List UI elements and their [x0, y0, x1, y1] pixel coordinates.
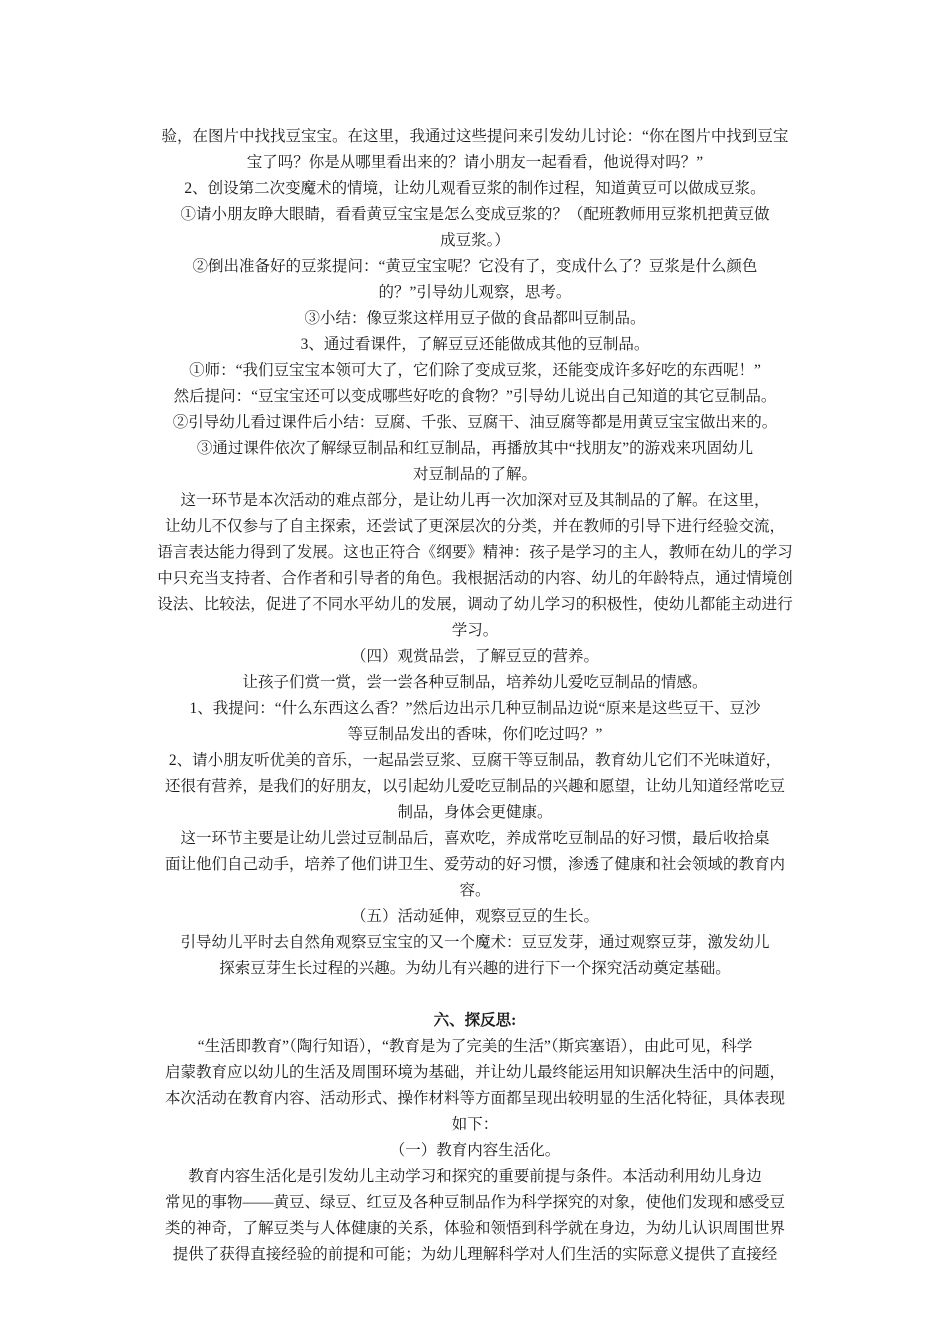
text-line: 提供了获得直接经验的前提和可能；为幼儿理解科学对人们生活的实际意义提供了直接经	[172, 1246, 778, 1263]
text-line: “生活即教育”（陶行知语），“教育是为了完美的生活”（斯宾塞语），由此可见，科学	[197, 1038, 753, 1055]
text-line: 2、请小朋友听优美的音乐，一起品尝豆浆、豆腐干等豆制品，教育幼儿它们不光味道好，	[168, 752, 782, 769]
text-line: ①请小朋友睁大眼睛，看看黄豆宝宝是怎么变成豆浆的？（配班教师用豆浆机把黄豆做	[180, 206, 770, 223]
text-line: 这一环节是本次活动的难点部分，是让幼儿再一次加深对豆及其制品的了解。在这里，	[180, 492, 770, 509]
text-line: 启蒙教育应以幼儿的生活及周围环境为基础，并让幼儿最终能运用知识解决生活中的问题，	[164, 1064, 785, 1081]
text-line: ②引导幼儿看过课件后小结：豆腐、千张、豆腐干、油豆腐等都是用黄豆宝宝做出来的。	[172, 414, 778, 431]
document-page	[140, 124, 810, 1268]
text-line: 设法、比较法，促进了不同水平幼儿的发展，调动了幼儿学习的积极性，使幼儿都能主动进行	[157, 596, 793, 613]
text-line: 等豆制品发出的香味，你们吃过吗？”	[347, 726, 603, 743]
text-line: 这一环节主要是让幼儿尝过豆制品后，喜欢吃，养成常吃豆制品的好习惯，最后收拾桌	[180, 830, 770, 847]
text-line: 本次活动在教育内容、活动形式、操作材料等方面都呈现出较明显的生活化特征，具体表现	[164, 1090, 785, 1107]
text-line: 面让他们自己动手，培养了他们讲卫生、爱劳动的好习惯，渗透了健康和社会领域的教育内	[164, 856, 785, 873]
text-line: ①师：“我们豆宝宝本领可大了，它们除了变成豆浆，还能变成许多好吃的东西呢！”	[189, 362, 761, 379]
text-line: ③通过课件依次了解绿豆制品和红豆制品，再播放其中“找朋友”的游戏来巩固幼儿	[196, 440, 754, 457]
text-line: 语言表达能力得到了发展。这也正符合《纲要》精神：孩子是学习的主人，教师在幼儿的学习	[157, 544, 793, 561]
text-line: 验，在图片中找找豆宝宝。在这里，我通过这些提问来引发幼儿讨论：“你在图片中找到豆宝	[161, 128, 789, 145]
text-line: 1、我提问：“什么东西这么香？”然后边出示几种豆制品边说“原来是这些豆干、豆沙	[189, 700, 761, 717]
text-line: （四）观赏品尝，了解豆豆的营养。	[350, 648, 599, 665]
text-line: 教育内容生活化是引发幼儿主动学习和探究的重要前提与条件。本活动利用幼儿身边	[188, 1168, 762, 1185]
text-line: 宝了吗？你是从哪里看出来的？请小朋友一起看看，他说得对吗？”	[246, 154, 704, 171]
body-text-block-1	[140, 124, 810, 982]
text-line: 成豆浆。）	[440, 232, 510, 249]
text-line: 让孩子们赏一赏，尝一尝各种豆制品，培养幼儿爱吃豆制品的情感。	[242, 674, 708, 691]
text-line: 探索豆芽生长过程的兴趣。为幼儿有兴趣的进行下一个探究活动奠定基础。	[219, 960, 731, 977]
text-line: 制品，身体会更健康。	[397, 804, 553, 821]
text-line: 3、通过看课件，了解豆豆还能做成其他的豆制品。	[300, 336, 650, 353]
body-text-block-2	[140, 1034, 810, 1268]
text-line: （一）教育内容生活化。	[389, 1142, 561, 1159]
section-gap	[140, 982, 810, 1008]
text-line: ②倒出准备好的豆浆提问：“黄豆宝宝呢？它没有了，变成什么了？豆浆是什么颜色	[192, 258, 758, 275]
text-line: 学习。	[451, 622, 499, 639]
text-line: 如下：	[451, 1116, 499, 1133]
text-line: （五）活动延伸，观察豆豆的生长。	[350, 908, 599, 925]
text-line: 类的神奇，了解豆类与人体健康的关系，体验和领悟到科学就在身边，为幼儿认识周围世界	[164, 1220, 785, 1237]
text-line: 让幼儿不仅参与了自主探索，还尝试了更深层次的分类，并在教师的引导下进行经验交流，	[164, 518, 785, 535]
text-line: ③小结：像豆浆这样用豆子做的食品都叫豆制品。	[304, 310, 646, 327]
section-heading-reflection: 六、探反思:	[433, 1012, 517, 1029]
text-line: 引导幼儿平时去自然角观察豆宝宝的又一个魔术：豆豆发芽，通过观察豆芽，激发幼儿	[180, 934, 770, 951]
text-line: 还很有营养，是我们的好朋友，以引起幼儿爱吃豆制品的兴趣和愿望，让幼儿知道经常吃豆	[164, 778, 785, 795]
text-line: 容。	[459, 882, 491, 899]
text-line: 2、创设第二次变魔术的情境，让幼儿观看豆浆的制作过程，知道黄豆可以做成豆浆。	[184, 180, 766, 197]
text-line: 中只充当支持者、合作者和引导者的角色。我根据活动的内容、幼儿的年龄特点，通过情境创	[157, 570, 793, 587]
text-line: 的？”引导幼儿观察，思考。	[378, 284, 572, 301]
text-line: 然后提问：“豆宝宝还可以变成哪些好吃的食物？”引导幼儿说出自己知道的其它豆制品。	[173, 388, 777, 405]
text-line: 常见的事物——黄豆、绿豆、红豆及各种豆制品作为科学探究的对象，使他们发现和感受豆	[164, 1194, 785, 1211]
text-line: 对豆制品的了解。	[412, 466, 537, 483]
